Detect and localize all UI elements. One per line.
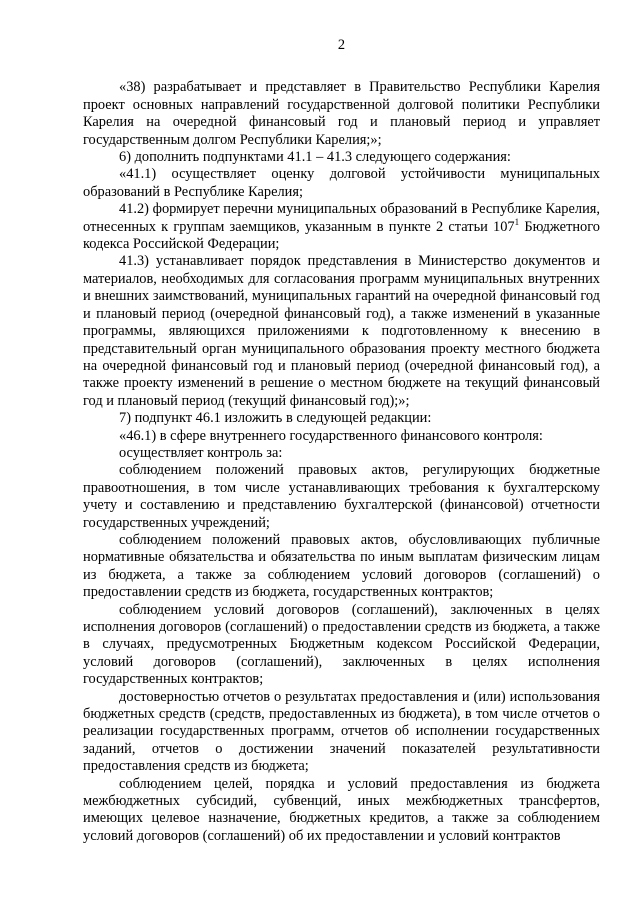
paragraph-item-6: 6) дополнить подпунктами 41.1 – 41.3 следующего содержания:: [119, 149, 511, 166]
paragraph-41-2-superscript: 1: [514, 216, 520, 227]
paragraph-41-3: 41.3) устанавливает порядок представления в Министерство документов и материалов, необходимых для согласования программ муниципальных внутренних и внешних заимствований, муниципальных гарантий на очередной финансовый год и плановый период (очередной финансовый год), а также изменений в указанные программы, являющихся приложениями к подготовленному к внесению в представительный орган муниципального образования проекту местного бюджета на очередной финансовый год и плановый период (очередной финансовый год), а также проекту изменений в решение о местном бюджете на текущий финансовый год и плановый период (текущий финансовый год);»;: [83, 253, 600, 409]
paragraph-46-1: «46.1) в сфере внутреннего государственного финансового контроля:: [119, 427, 543, 444]
paragraph-control-reports: достоверностью отчетов о результатах предоставления и (или) использования бюджетных средств (средств, предоставленных из бюджета), в том числе отчетов о реализации государственных программ, отчетов об исполнении государственных заданий, отчетов о достижении значений показателей результативности предоставления средств из бюджета;: [83, 688, 600, 775]
paragraph-41-2-tail: Бюджетного кодекса Российской Федерации;: [83, 218, 600, 253]
paragraph-control-intro: осуществляет контроль за:: [119, 444, 283, 461]
paragraph-38: «38) разрабатывает и представляет в Правительство Республики Карелия проект основных направлений государственной долговой политики Республики Карелия на очередной финансовый год и плановый период и управляет государственным долгом Республики Карелия;»;: [83, 79, 600, 148]
paragraph-control-agreements: соблюдением условий договоров (соглашений), заключенных в целях исполнения договоров (соглашений) о предоставлении средств из бюджета, а также в случаях, предусмотренных Бюджетным кодексом Российской Федерации, условий договоров (соглашений), заключенных в целях исполнения государственных контрактов;: [83, 601, 600, 688]
paragraph-item-7: 7) подпункт 46.1 изложить в следующей редакции:: [119, 410, 432, 427]
paragraph-control-legal-acts: соблюдением положений правовых актов, регулирующих бюджетные правоотношения, в том числе устанавливающих требования к бухгалтерскому учету и составлению и представлению бухгалтерской (финансовой) отчетности государственных учреждений;: [83, 462, 600, 531]
page-number: 2: [337, 37, 346, 53]
paragraph-41-2-text: 41.2) формирует перечни муниципальных образований в Республике Карелия, отнесенных к группам заемщиков, указанным в пункте 2 статьи 107: [83, 201, 600, 235]
paragraph-control-public-obligations: соблюдением положений правовых актов, обусловливающих публичные нормативные обязательства и обязательства по иным выплатам физическим лицам из бюджета, а также за соблюдением условий договоров (соглашений) о предоставлении средств из бюджета, государственных контрактов;: [83, 531, 600, 601]
paragraph-41-1: «41.1) осуществляет оценку долговой устойчивости муниципальных образований в Республике Карелия;: [83, 166, 600, 200]
paragraph-41-2: [83, 201, 600, 253]
paragraph-control-interbudget: соблюдением целей, порядка и условий предоставления из бюджета межбюджетных субсидий, субвенций, иных межбюджетных трансфертов, имеющих целевое назначение, бюджетных кредитов, а также за соблюдением условий договоров (соглашений) об их предоставлении и условий контрактов: [83, 775, 600, 844]
